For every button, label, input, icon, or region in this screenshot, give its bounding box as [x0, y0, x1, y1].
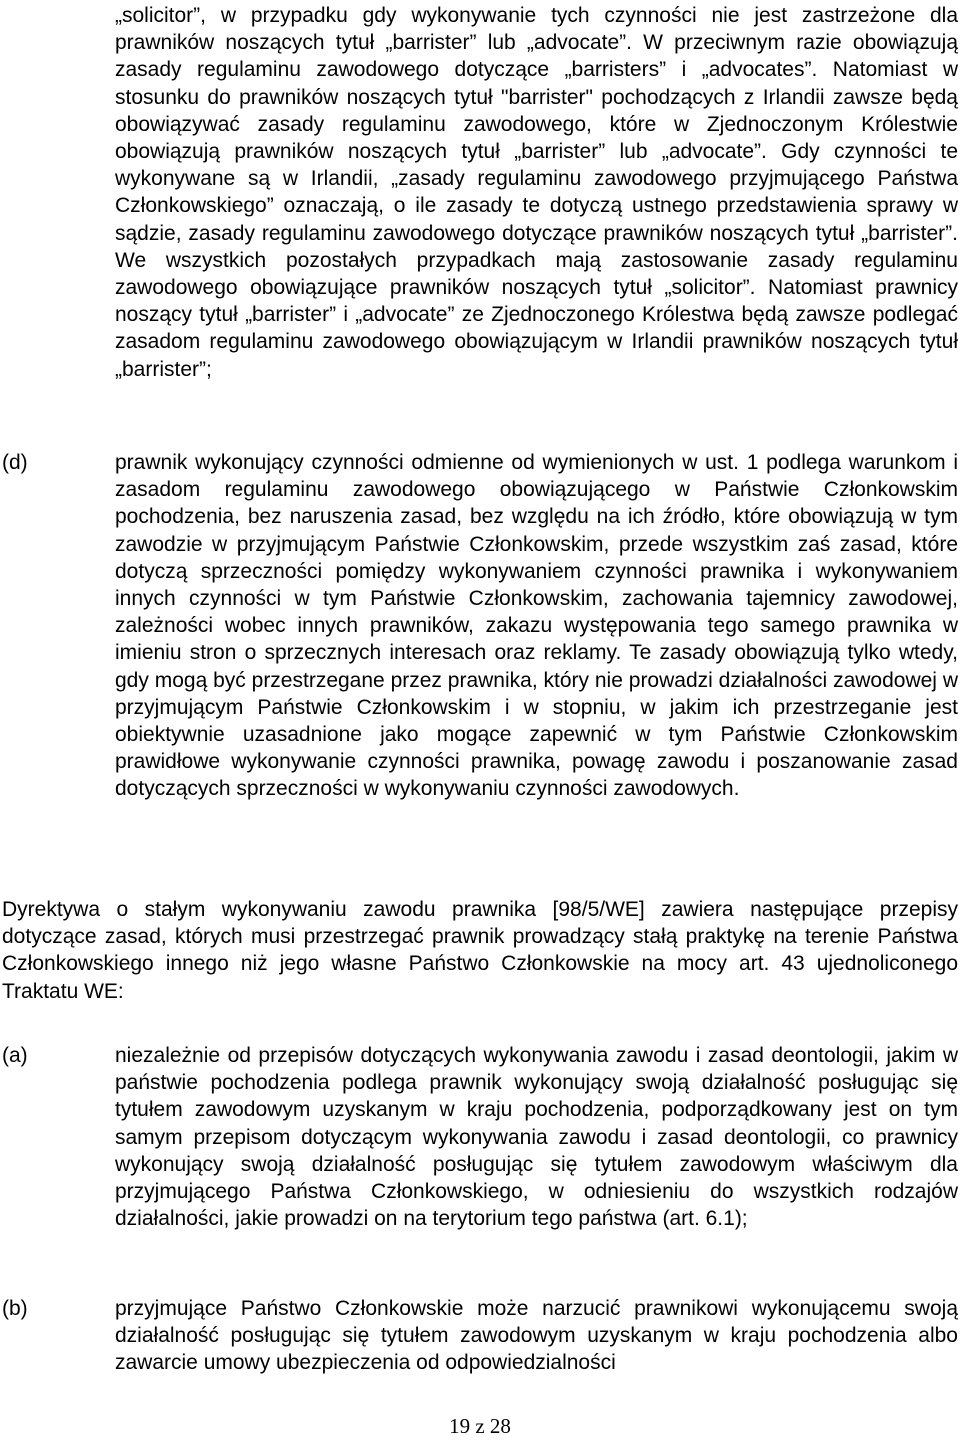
list-item-label: (d) [2, 451, 28, 474]
list-item-label: (a) [2, 1044, 28, 1067]
list-item-label: (b) [2, 1297, 28, 1320]
list-item-text: przyjmujące Państwo Członkowskie może narzucić prawnikowi wykonującemu swoją działalność posługując się tytułem zawodowym uzyskanym w kraju pochodzenia albo zawarcie umowy ubezpieczenia od odpowiedzialności [115, 1297, 958, 1375]
directive-intro-paragraph: Dyrektywa o stałym wykonywaniu zawodu prawnika [98/5/WE] zawiera następujące przepisy dotyczące zasad, których musi przestrzegać prawnik prowadzący stałą praktykę na terenie Państwa Członkowskiego innego niż jego własne Państwo Członkowskie na mocy art. 43 ujednoliconego Traktatu WE: [2, 898, 958, 1003]
continuation-paragraph: „solicitor”, w przypadku gdy wykonywanie tych czynności nie jest zastrzeżone dla prawników noszących tytuł „barrister” lub „advocate”. W przeciwnym razie obowiązują zasady regulaminu zawodowego dotyczące „barristers” i „advocates”. Natomiast w stosunku do prawników noszących tytuł "barrister" pochodzących z Irlandii zawsze będą obowiązywać zasady regulaminu zawodowego, które w Zjednoczonym Królestwie obowiązują prawników noszących tytuł „barrister” lub „advocate”. Gdy czynności te wykonywane są w Irlandii, „zasady regulaminu zawodowego przyjmującego Państwa Członkowskiego” oznaczają, o ile zasady te dotyczą ustnego przedstawienia sprawy w sądzie, zasady regulaminu zawodowego dotyczące prawników noszących tytuł „barrister”. We wszystkich pozostałych przypadkach mają zastosowanie zasady regulaminu zawodowego obowiązujące prawników noszących tytuł „solicitor”. Natomiast prawnicy noszący tytuł „barrister” i „advocate” ze Zjednoczonego Królestwa będą zawsze podlegać zasadom regulaminu zawodowego obowiązującym w Irlandii prawników noszących tytuł „barrister”; [115, 4, 958, 381]
list-item-text: prawnik wykonujący czynności odmienne od wymienionych w ust. 1 podlega warunkom i zasadom regulaminu zawodowego obowiązującego w Państwie Członkowskim pochodzenia, bez naruszenia zasad, bez względu na ich źródło, które obowiązują w tym zawodzie w przyjmującym Państwie Członkowskim, przede wszystkim zaś zasad, które dotyczą sprzeczności pomiędzy wykonywaniem czynności prawnika i wykonywaniem innych czynności w tym Państwie Członkowskim, zachowania tajemnicy zawodowej, zależności wobec innych prawników, zakazu występowania tego samego prawnika w imieniu stron o sprzecznych interesach oraz reklamy. Te zasady obowiązują tylko wtedy, gdy mogą być przestrzegane przez prawnika, który nie prowadzi działalności zawodowej w przyjmującym Państwie Członkowskim i w stopniu, w jakim ich przestrzeganie jest obiektywnie uzasadnione jako mogące zapewnić w tym Państwie Członkowskim prawidłowe wykonywanie czynności prawnika, powagę zawodu i poszanowanie zasad dotyczących sprzeczności w wykonywaniu czynności zawodowych. [115, 451, 958, 801]
list-item-text: niezależnie od przepisów dotyczących wykonywania zawodu i zasad deontologii, jakim w państwie pochodzenia podlega prawnik wykonujący swoją działalność posługując się tytułem zawodowym uzyskanym w kraju pochodzenia, podporządkowany jest on tym samym przepisom dotyczącym wykonywania zawodu i zasad deontologii, co prawnicy wykonujący swoją działalność posługując się tytułem zawodowym właściwym dla przyjmującego Państwa Członkowskiego, w odniesieniu do wszystkich rodzajów działalności, jakie prowadzi on na terytorium tego państwa (art. 6.1); [115, 1044, 958, 1231]
page-number: 19 z 28 [449, 1414, 511, 1438]
